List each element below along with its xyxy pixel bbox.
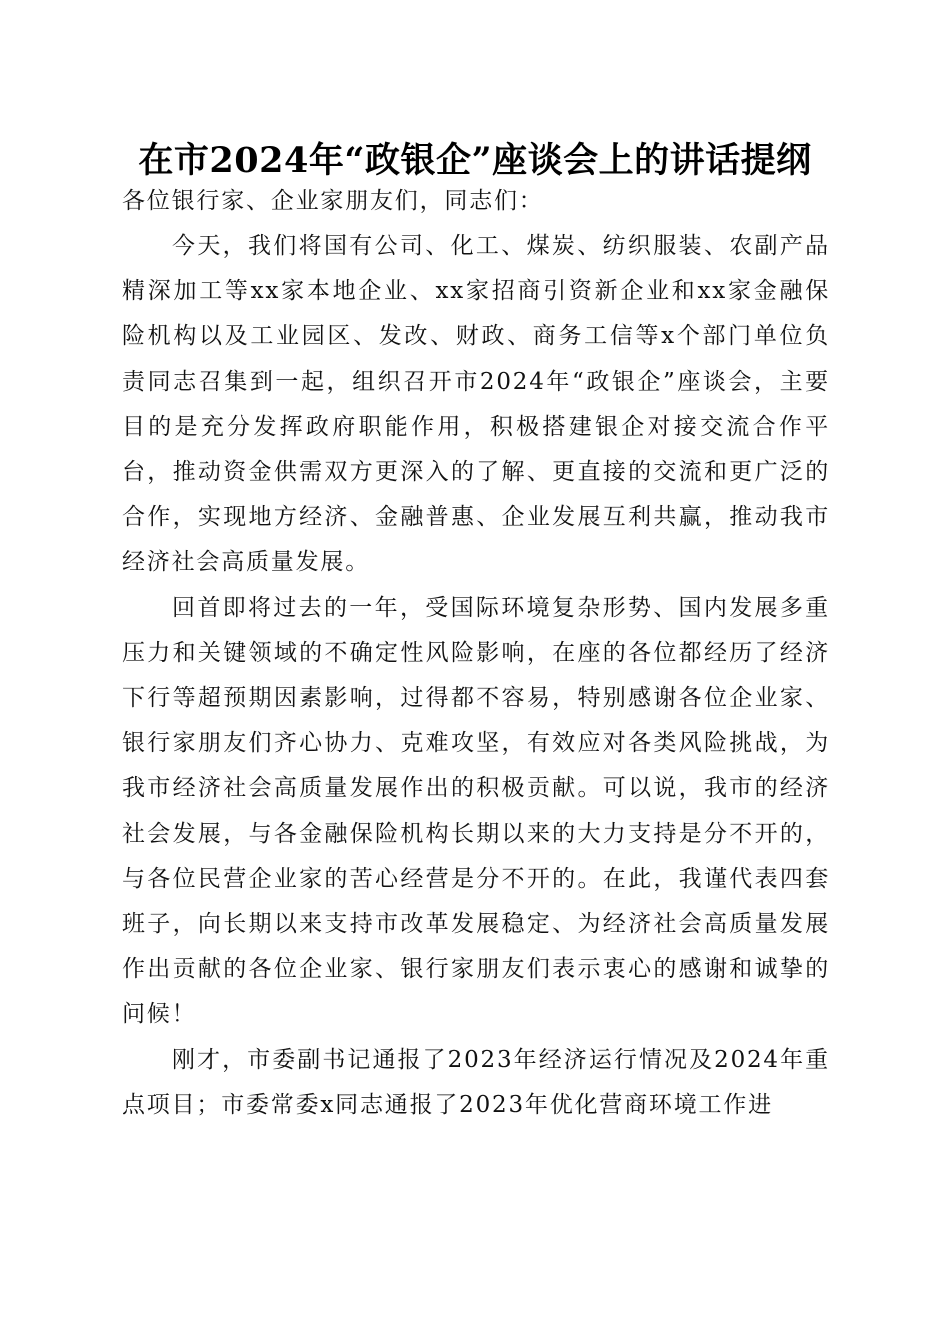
document-title: 在市2024年“政银企”座谈会上的讲话提纲 (138, 140, 812, 181)
paragraph: 刚才，市委副书记通报了2023年经济运行情况及2024年重点项目；市委常委x同志通报了2023年优化营商环境工作进 (122, 1046, 830, 1118)
paragraph: 回首即将过去的一年，受国际环境复杂形势、国内发展多重压力和关键领域的不确定性风险影响，在座的各位都经历了经济下行等超预期因素影响，过得都不容易，特别感谢各位企业家、银行家朋友们齐心协力、克难攻坚，有效应对各类风险挑战，为我市经济社会高质量发展作出的积极贡献。可以说，我市的经济社会发展，与各金融保险机构长期以来的大力支持是分不开的，与各位民营企业家的苦心经营是分不开的。在此，我谨代表四套班子，向长期以来支持市改革发展稳定、为经济社会高质量发展作出贡献的各位企业家、银行家朋友们表示衷心的感谢和诚挚的问候！ (122, 594, 830, 1028)
salutation: 各位银行家、企业家朋友们，同志们： (122, 188, 544, 214)
paragraph-list (122, 224, 830, 1128)
paragraph: 今天，我们将国有公司、化工、煤炭、纺织服装、农副产品精深加工等xx家本地企业、xx家招商引资新企业和xx家金融保险机构以及工业园区、发改、财政、商务工信等x个部门单位负责同志召集到一起，组织召开市2024年“政银企”座谈会，主要目的是充分发挥政府职能作用，积极搭建银企对接交流合作平台，推动资金供需双方更深入的了解、更直接的交流和更广泛的合作，实现地方经济、金融普惠、企业发展互利共赢，推动我市经济社会高质量发展。 (122, 233, 830, 576)
